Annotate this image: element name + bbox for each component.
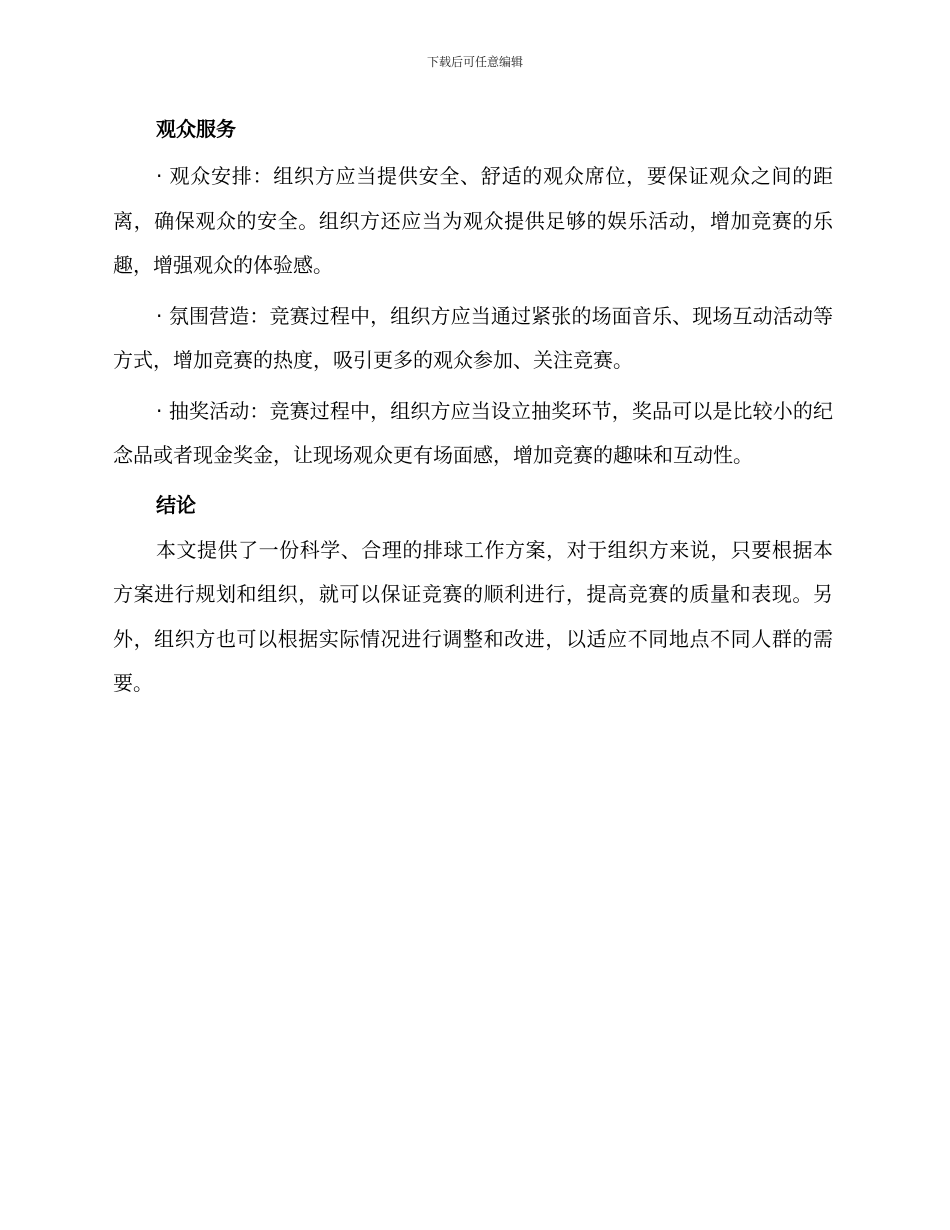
- section-heading-audience-service: 观众服务: [156, 117, 236, 141]
- paragraph-audience-arrangement: · 观众安排：组织方应当提供安全、舒适的观众席位，要保证观众之间的距离，确保观众的安全。组织方还应当为观众提供足够的娱乐活动，增加竞赛的乐趣，增强观众的体验感。: [113, 164, 833, 277]
- section-heading-conclusion: 结论: [156, 492, 196, 517]
- document-body: [113, 110, 833, 706]
- page-header: 下载后可任意编辑: [426, 55, 523, 69]
- paragraph-conclusion: 本文提供了一份科学、合理的排球工作方案，对于组织方来说，只要根据本方案进行规划和组织，就可以保证竞赛的顺利进行，提高竞赛的质量和表现。另外，组织方也可以根据实际情况进行调整和改进，以适应不同地点不同人群的需要。: [113, 537, 833, 695]
- paragraph-lottery: · 抽奖活动：竞赛过程中，组织方应当设立抽奖环节，奖品可以是比较小的纪念品或者现金奖金，让现场观众更有场面感，增加竞赛的趣味和互动性。: [113, 398, 833, 467]
- paragraph-atmosphere: · 氛围营造：竞赛过程中，组织方应当通过紧张的场面音乐、现场互动活动等方式，增加竞赛的热度，吸引更多的观众参加、关注竞赛。: [113, 303, 833, 372]
